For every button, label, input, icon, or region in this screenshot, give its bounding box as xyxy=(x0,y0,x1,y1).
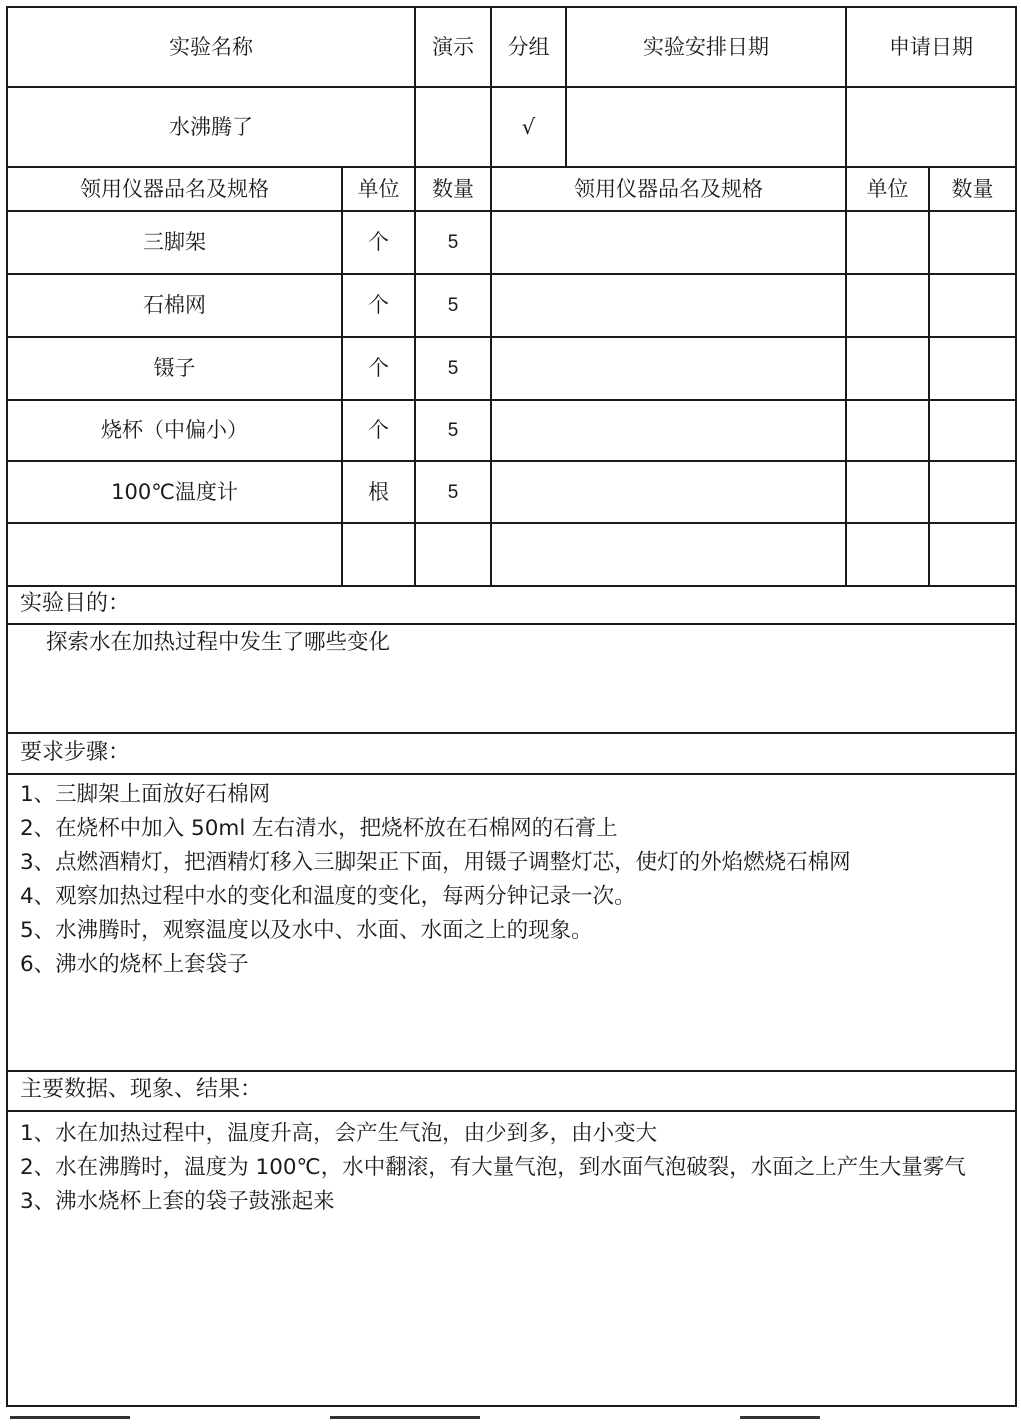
apply-date-value xyxy=(847,88,1015,166)
equipment-item-name: 三脚架 xyxy=(143,230,206,254)
step-item: 4、观察加热过程中水的变化和温度的变化，每两分钟记录一次。 xyxy=(20,884,636,909)
equipment-name-header-right: 领用仪器品名及规格 xyxy=(574,176,763,201)
equipment-item-unit: 个 xyxy=(368,293,389,317)
equipment-item-name: 100℃温度计 xyxy=(111,479,238,504)
equipment-item-qty: 5 xyxy=(447,481,459,503)
equipment-item-qty: 5 xyxy=(447,420,459,441)
grid-line xyxy=(6,1405,1017,1407)
equipment-item-name: 镊子 xyxy=(153,356,196,380)
step-item: 6、沸水的烧杯上套袋子 xyxy=(20,952,249,977)
group-check-mark: √ xyxy=(521,114,536,139)
equipment-item-unit: 个 xyxy=(368,418,389,442)
equipment-item-name xyxy=(8,524,341,585)
result-item: 2、水在沸腾时，温度为 100℃，水中翻滚，有大量气泡，到水面气泡破裂，水面之上产生大量雾气 xyxy=(20,1155,966,1180)
grid-line xyxy=(6,773,1017,775)
result-item: 1、水在加热过程中，温度升高，会产生气泡，由少到多，由小变大 xyxy=(20,1121,658,1146)
grid-line xyxy=(6,585,1017,587)
equipment-item-unit: 个 xyxy=(368,356,389,380)
experiment-name-label: 实验名称 xyxy=(169,34,253,59)
grid-line xyxy=(1015,6,1017,1407)
result-item: 3、沸水烧杯上套的袋子鼓涨起来 xyxy=(20,1189,335,1214)
demo-mark xyxy=(416,88,490,166)
demo-label: 演示 xyxy=(432,34,474,59)
experiment-name-value: 水沸腾了 xyxy=(169,114,253,139)
schedule-date-label: 实验安排日期 xyxy=(643,34,769,59)
equipment-item-qty: 5 xyxy=(447,232,459,253)
purpose-title: 实验目的： xyxy=(20,591,131,616)
equipment-qty-header-left: 数量 xyxy=(432,176,474,201)
equipment-item-name: 石棉网 xyxy=(143,293,206,317)
cropped-footer-text xyxy=(0,1411,1021,1424)
step-item: 5、水沸腾时，观察温度以及水中、水面、水面之上的现象。 xyxy=(20,918,593,943)
apply-date-label: 申请日期 xyxy=(889,34,973,59)
step-item: 2、在烧杯中加入 50ml 左右清水，把烧杯放在石棉网的石膏上 xyxy=(20,816,618,841)
purpose-text xyxy=(46,626,999,660)
step-item: 1、三脚架上面放好石棉网 xyxy=(20,782,271,807)
equipment-item-qty: 5 xyxy=(447,295,459,316)
equipment-item-name: 烧杯（中偏小） xyxy=(101,418,248,442)
results-title: 主要数据、现象、结果： xyxy=(20,1077,263,1102)
grid-line xyxy=(490,166,492,587)
equipment-unit-header-right: 单位 xyxy=(866,176,909,201)
grid-line xyxy=(6,623,1017,625)
steps-list xyxy=(20,778,999,982)
grid-line xyxy=(6,1110,1017,1112)
grid-line xyxy=(6,1070,1017,1072)
grid-line xyxy=(6,732,1017,734)
equipment-item-unit: 根 xyxy=(368,479,389,504)
group-label: 分组 xyxy=(507,34,550,59)
equipment-unit-header-left: 单位 xyxy=(357,176,400,201)
results-list xyxy=(20,1117,999,1219)
purpose-line: 探索水在加热过程中发生了哪些变化 xyxy=(46,630,391,655)
equipment-item-unit: 个 xyxy=(368,230,389,254)
equipment-item-unit xyxy=(343,524,414,585)
steps-title: 要求步骤： xyxy=(20,740,131,765)
step-item: 3、点燃酒精灯，把酒精灯移入三脚架正下面，用镊子调整灯芯，使灯的外焰燃烧石棉网 xyxy=(20,850,851,875)
equipment-qty-header-right: 数量 xyxy=(951,176,994,201)
equipment-item-qty: 5 xyxy=(447,358,459,379)
grid-line xyxy=(845,166,847,587)
schedule-date-value xyxy=(567,88,845,166)
equipment-name-header-left: 领用仪器品名及规格 xyxy=(80,176,269,201)
equipment-item-qty xyxy=(416,524,490,585)
grid-line xyxy=(928,166,930,587)
